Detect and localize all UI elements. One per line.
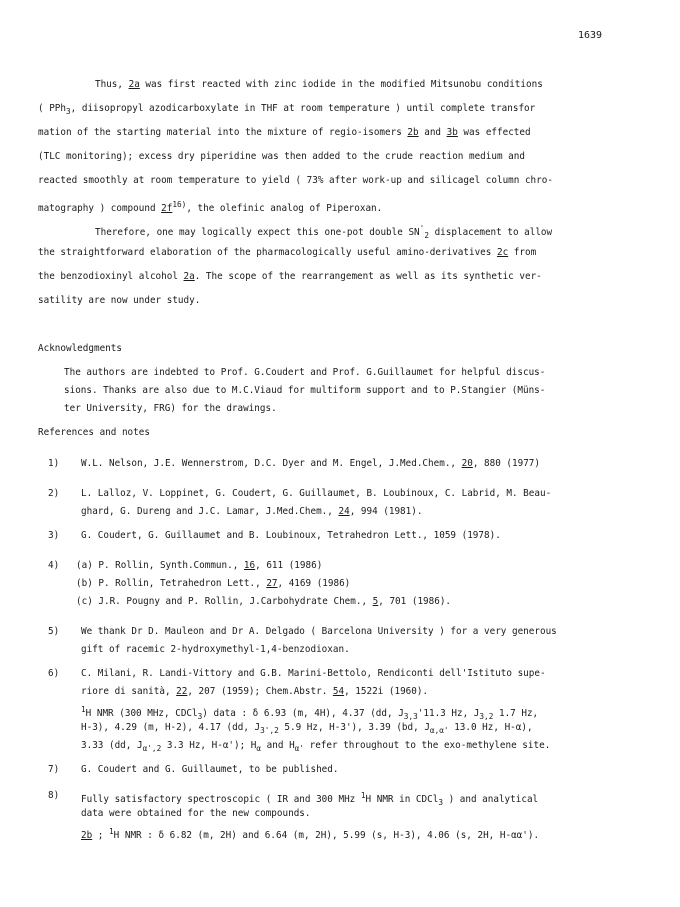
text-line: (b) P. Rollin, Tetrahedron Lett., 27, 4169 (1986) bbox=[76, 578, 351, 589]
text-line: riore di sanità, 22, 207 (1959); Chem.Abstr. 54, 1522i (1960). bbox=[81, 686, 429, 697]
text-line: 3.33 (dd, $J_{\alpha',2}$ 3.3 Hz, H-α'); $H_\alpha$ and $H_{\alpha'}$ refer throughout to the exo-methylene site. bbox=[81, 740, 551, 753]
text-line: sions. Thanks are also due to M.C.Viaud for multiform support and to P.Stangier (Müns- bbox=[64, 385, 546, 396]
text-line: ghard, G. Dureng and J.C. Lamar, J.Med.Chem., 24, 994 (1981). bbox=[81, 506, 423, 517]
text-line: W.L. Nelson, J.E. Wennerstrom, D.C. Dyer and M. Engel, J.Med.Chem., 20, 880 (1977) bbox=[81, 458, 540, 469]
text-line: $^1$H NMR (300 MHz, CDCl$_3$) data : δ 6.93 (m, 4H), 4.37 (dd, $J_{3,3}'11.3$ Hz, $J_{3,2}$ 1.7 Hz, bbox=[81, 705, 539, 721]
text-line: 2b ; $^1$H NMR : δ 6.82 (m, 2H) and 6.64 (m, 2H), 5.99 (s, H-3), 4.06 (s, 2H, H-αα'). bbox=[81, 827, 540, 842]
page-number: 1639 bbox=[578, 30, 603, 41]
text-line: We thank Dr D. Mauleon and Dr A. Delgado ( Barcelona University ) for a very generous bbox=[81, 626, 557, 637]
text-line: ( PPh$_3$, diisopropyl azodicarboxylate in THF at room temperature ) until complete transfor bbox=[38, 103, 536, 116]
text-line: C. Milani, R. Landi-Vittory and G.B. Marini-Bettolo, Rendiconti dell'Istituto supe- bbox=[81, 668, 546, 679]
text-line: Thus, 2a was first reacted with zinc iodide in the modified Mitsunobu conditions bbox=[95, 79, 543, 90]
text-line: (TLC monitoring); excess dry piperidine was then added to the crude reaction medium and bbox=[38, 151, 525, 162]
text-line: G. Coudert and G. Guillaumet, to be published. bbox=[81, 764, 339, 775]
compound-ref: 3b bbox=[446, 127, 458, 138]
section-heading: References and notes bbox=[38, 427, 150, 438]
text-line: L. Lalloz, V. Loppinet, G. Coudert, G. Guillaumet, B. Loubinoux, C. Labrid, M. Beau- bbox=[81, 488, 552, 499]
text-line: the benzodioxinyl alcohol 2a. The scope of the rearrangement as well as its synthetic ver- bbox=[38, 271, 542, 282]
text-line: (a) P. Rollin, Synth.Commun., 16, 611 (1986) bbox=[76, 560, 323, 571]
reference-number: 1) bbox=[48, 458, 60, 469]
compound-ref: 2b bbox=[407, 127, 419, 138]
text-line: The authors are indebted to Prof. G.Coudert and Prof. G.Guillaumet for helpful discus- bbox=[64, 367, 546, 378]
text-line: (c) J.R. Pougny and P. Rollin, J.Carbohydrate Chem., 5, 701 (1986). bbox=[76, 596, 452, 607]
compound-ref: 2a bbox=[183, 271, 195, 282]
text-line: gift of racemic 2-hydroxymethyl-1,4-benzodioxan. bbox=[81, 644, 350, 655]
reference-number: 3) bbox=[48, 530, 60, 541]
text-line: G. Coudert, G. Guillaumet and B. Loubinoux, Tetrahedron Lett., 1059 (1978). bbox=[81, 530, 501, 541]
text-line: the straightforward elaboration of the pharmacologically useful amino-derivatives 2c from bbox=[38, 247, 537, 258]
reference-number: 6) bbox=[48, 668, 60, 679]
text-line: ter University, FRG) for the drawings. bbox=[64, 403, 277, 414]
compound-ref: 2b bbox=[81, 830, 93, 842]
text-line: Therefore, one may logically expect this one-pot double $SN'_2$ displacement to allow bbox=[95, 224, 553, 240]
reference-number: 4) bbox=[48, 560, 60, 571]
compound-ref: 2f bbox=[161, 203, 173, 215]
compound-ref: 2a bbox=[128, 79, 140, 90]
compound-ref: 2c bbox=[496, 247, 509, 258]
reference-number: 8) bbox=[48, 790, 60, 801]
text-line: matography ) compound $2f^{16)}$, the olefinic analog of Piperoxan. bbox=[38, 200, 383, 215]
text-line: Fully satisfactory spectroscopic ( IR and 300 MHz $^1$H NMR in CDCl$_3$ ) and analytical bbox=[81, 791, 539, 807]
reference-number: 5) bbox=[48, 626, 60, 637]
reference-number: 7) bbox=[48, 764, 60, 775]
reference-number: 2) bbox=[48, 488, 60, 499]
text-line: mation of the starting material into the mixture of regio-isomers 2b and 3b was effected bbox=[38, 127, 531, 138]
text-line: H-3), 4.29 (m, H-2), 4.17 (dd, $J_{3',2}$ 5.9 Hz, H-3'), 3.39 (bd, $J_{\alpha,\alpha'}$ 13.0 Hz, H-α), bbox=[81, 722, 533, 735]
text-line: data were obtained for the new compounds. bbox=[81, 808, 311, 819]
text-line: reacted smoothly at room temperature to yield ( 73% after work-up and silicagel column chro- bbox=[38, 175, 553, 186]
text-line: satility are now under study. bbox=[38, 295, 201, 306]
section-heading: Acknowledgments bbox=[38, 343, 122, 354]
